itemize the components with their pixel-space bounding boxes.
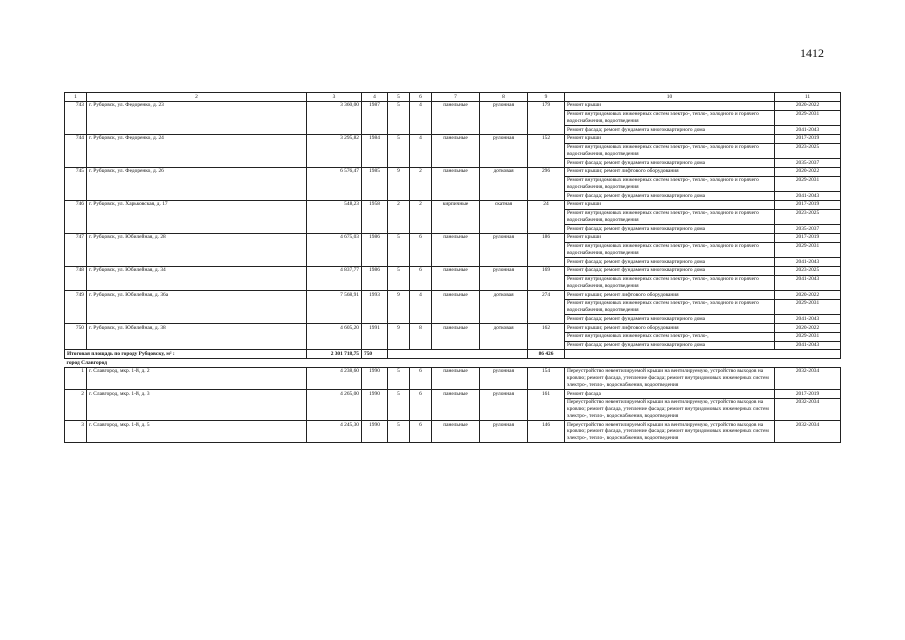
house-address: г. Рубцовск, ул. Федоренко, д. 24 bbox=[87, 134, 307, 167]
house-address: г. Рубцовск, ул. Юбилейная, д. 38 bbox=[87, 324, 307, 350]
table-row bbox=[65, 367, 841, 389]
entrances-count: 6 bbox=[410, 367, 432, 389]
work-period: 2023-2025 bbox=[775, 266, 841, 275]
total-houses: 750 bbox=[362, 350, 388, 359]
work-description: Ремонт внутридомовых инженерных систем электро-, тепло-, холодного и горячего водоснабжения, водоотведения bbox=[565, 299, 775, 315]
row-number: 745 bbox=[65, 167, 87, 200]
roof-type: рулонная bbox=[480, 390, 528, 421]
work-period: 2020-2022 bbox=[775, 167, 841, 176]
entrances-count: 2 bbox=[410, 167, 432, 200]
column-number: 2 bbox=[87, 93, 307, 102]
roof-type: дотковая bbox=[480, 291, 528, 324]
repair-program-table bbox=[64, 92, 841, 443]
house-address: г. Рубцовск, ул. Харьковская, д. 17 bbox=[87, 200, 307, 233]
build-year: 1985 bbox=[362, 167, 388, 200]
floors-count: 5 bbox=[388, 390, 410, 421]
work-description: Ремонт крыши; ремонт лифтового оборудования bbox=[565, 324, 775, 333]
house-address: г. Славгород, мкр. 1-й, д. 5 bbox=[87, 421, 307, 443]
work-period: 2020-2022 bbox=[775, 101, 841, 110]
house-address: г. Рубцовск, ул. Юбилейная, д. 28 bbox=[87, 233, 307, 266]
work-description: Ремонт внутридомовых инженерных систем электро-, тепло-, bbox=[565, 332, 775, 341]
row-number: 743 bbox=[65, 101, 87, 134]
residents-count: 152 bbox=[528, 134, 565, 167]
house-address: г. Славгород, мкр. 1-й, д. 3 bbox=[87, 390, 307, 421]
work-description: Ремонт внутридомовых инженерных систем электро-, тепло-, холодного и горячего водоснабжения, водоотведения bbox=[565, 110, 775, 126]
row-number: 747 bbox=[65, 233, 87, 266]
build-year: 1986 bbox=[362, 233, 388, 266]
work-description: Ремонт фасада; ремонт фундамента многоквартирного дома bbox=[565, 192, 775, 201]
work-description: Ремонт фасада; ремонт фундамента многоквартирного дома bbox=[565, 341, 775, 350]
house-area: 3 360,00 bbox=[307, 101, 362, 134]
residents-count: 162 bbox=[528, 324, 565, 350]
wall-material: панельные bbox=[432, 291, 480, 324]
table-row bbox=[65, 233, 841, 242]
table-row bbox=[65, 134, 841, 143]
house-area: 4 675,03 bbox=[307, 233, 362, 266]
work-period: 2020-2022 bbox=[775, 291, 841, 300]
work-period: 2017-2019 bbox=[775, 200, 841, 209]
roof-type: дотковая bbox=[480, 167, 528, 200]
floors-count: 5 bbox=[388, 101, 410, 134]
row-number: 749 bbox=[65, 291, 87, 324]
work-description: Переустройство невентилируемой крыши на вентилируемую, устройство выходов на кровлю; ремонт фасада, утепление фасада; ремонт внутридомовых инженерных систем электро-, тепло-, водоснабжения, водоотведения bbox=[565, 421, 775, 443]
column-number: 11 bbox=[775, 93, 841, 102]
empty-cell bbox=[388, 350, 528, 359]
work-period: 2035-2037 bbox=[775, 159, 841, 168]
work-description: Ремонт внутридомовых инженерных систем электро-, тепло-, холодного и горячего водоснабжения, водоотведения bbox=[565, 275, 775, 291]
work-period: 2017-2019 bbox=[775, 134, 841, 143]
wall-material: панельные bbox=[432, 101, 480, 134]
column-number: 5 bbox=[388, 93, 410, 102]
total-area: 2 301 718,75 bbox=[307, 350, 362, 359]
work-description: Ремонт крыши bbox=[565, 134, 775, 143]
entrances-count: 6 bbox=[410, 266, 432, 290]
floors-count: 9 bbox=[388, 291, 410, 324]
floors-count: 9 bbox=[388, 324, 410, 350]
table-body bbox=[65, 93, 841, 443]
work-period: 2029-2031 bbox=[775, 299, 841, 315]
house-address: г. Рубцовск, ул. Юбилейная, д. 34 bbox=[87, 266, 307, 290]
work-period: 2029-2031 bbox=[775, 332, 841, 341]
house-area: 4 245,30 bbox=[307, 421, 362, 443]
table-row bbox=[65, 324, 841, 333]
house-address: г. Славгород, мкр. 1-й, д. 2 bbox=[87, 367, 307, 389]
work-description: Ремонт фасада; ремонт фундамента многоквартирного дома bbox=[565, 315, 775, 324]
work-description: Ремонт внутридомовых инженерных систем электро-, тепло-, холодного и горячего водоснабжения, водоотведения bbox=[565, 242, 775, 258]
build-year: 1986 bbox=[362, 266, 388, 290]
build-year: 1990 bbox=[362, 390, 388, 421]
house-address: г. Рубцовск, ул. Федоренко, д. 26 bbox=[87, 167, 307, 200]
column-number: 4 bbox=[362, 93, 388, 102]
house-area: 7 568,91 bbox=[307, 291, 362, 324]
total-label: Итоговая площадь по городу Рубцовску, м² : bbox=[65, 350, 307, 359]
total-row bbox=[65, 350, 841, 359]
row-number: 2 bbox=[65, 390, 87, 421]
work-description: Ремонт фасада; ремонт фундамента многоквартирного дома bbox=[565, 266, 775, 275]
work-period: 2041-2043 bbox=[775, 192, 841, 201]
build-year: 1990 bbox=[362, 367, 388, 389]
table-row bbox=[65, 421, 841, 443]
roof-type: рулонная bbox=[480, 134, 528, 167]
residents-count: 146 bbox=[528, 421, 565, 443]
city-heading-row bbox=[65, 359, 841, 368]
roof-type: рулонная bbox=[480, 421, 528, 443]
column-number: 6 bbox=[410, 93, 432, 102]
column-number: 9 bbox=[528, 93, 565, 102]
house-address: г. Рубцовск, ул. Юбилейная, д. 36а bbox=[87, 291, 307, 324]
total-residents: 86 426 bbox=[528, 350, 565, 359]
city-heading: город Славгород bbox=[65, 359, 841, 368]
entrances-count: 8 bbox=[410, 324, 432, 350]
roof-type: дотковая bbox=[480, 324, 528, 350]
residents-count: 169 bbox=[528, 266, 565, 290]
residents-count: 186 bbox=[528, 233, 565, 266]
work-description: Ремонт внутридомовых инженерных систем электро-, тепло-, холодного и горячего водоснабжения, водоотведения bbox=[565, 176, 775, 192]
work-period: 2035-2037 bbox=[775, 225, 841, 234]
work-description: Ремонт крыши bbox=[565, 200, 775, 209]
roof-type: рулонная bbox=[480, 266, 528, 290]
floors-count: 5 bbox=[388, 134, 410, 167]
work-period: 2017-2019 bbox=[775, 390, 841, 399]
house-address: г. Рубцовск, ул. Федоренко, д. 23 bbox=[87, 101, 307, 134]
column-number: 10 bbox=[565, 93, 775, 102]
work-description: Ремонт крыши bbox=[565, 101, 775, 110]
work-description: Переустройство невентилируемой крыши на вентилируемую, устройство выходов на кровлю; ремонт фасада, утепление фасада; ремонт внутридомовых инженерных систем электро-, тепло-, водоснабжения, водоотведения bbox=[565, 398, 775, 420]
work-period: 2020-2022 bbox=[775, 324, 841, 333]
wall-material: панельные bbox=[432, 390, 480, 421]
work-description: Ремонт фасада; ремонт фундамента многоквартирного дома bbox=[565, 258, 775, 267]
work-description: Ремонт крыши; ремонт лифтового оборудования bbox=[565, 167, 775, 176]
house-area: 4 265,00 bbox=[307, 390, 362, 421]
entrances-count: 4 bbox=[410, 101, 432, 134]
work-description: Ремонт фасада; ремонт фундамента многоквартирного дома bbox=[565, 159, 775, 168]
work-period: 2041-2043 bbox=[775, 341, 841, 350]
build-year: 1991 bbox=[362, 324, 388, 350]
wall-material: панельные bbox=[432, 167, 480, 200]
residents-count: 24 bbox=[528, 200, 565, 233]
work-period: 2023-2025 bbox=[775, 143, 841, 159]
table-row bbox=[65, 291, 841, 300]
column-number-row bbox=[65, 93, 841, 102]
floors-count: 5 bbox=[388, 367, 410, 389]
entrances-count: 4 bbox=[410, 291, 432, 324]
row-number: 3 bbox=[65, 421, 87, 443]
row-number: 744 bbox=[65, 134, 87, 167]
column-number: 1 bbox=[65, 93, 87, 102]
residents-count: 296 bbox=[528, 167, 565, 200]
work-period: 2029-2031 bbox=[775, 176, 841, 192]
house-area: 3 295,82 bbox=[307, 134, 362, 167]
table-row bbox=[65, 266, 841, 275]
wall-material: панельные bbox=[432, 134, 480, 167]
build-year: 1958 bbox=[362, 200, 388, 233]
house-area: 4 238,60 bbox=[307, 367, 362, 389]
table-row bbox=[65, 101, 841, 110]
entrances-count: 6 bbox=[410, 233, 432, 266]
residents-count: 179 bbox=[528, 101, 565, 134]
entrances-count: 6 bbox=[410, 421, 432, 443]
build-year: 1987 bbox=[362, 101, 388, 134]
work-description: Ремонт фасада; ремонт фундамента многоквартирного дома bbox=[565, 225, 775, 234]
build-year: 1984 bbox=[362, 134, 388, 167]
work-description: Ремонт крыши bbox=[565, 233, 775, 242]
wall-material: панельные bbox=[432, 324, 480, 350]
work-period: 2041-2043 bbox=[775, 126, 841, 135]
residents-count: 161 bbox=[528, 390, 565, 421]
house-area: 6 576,47 bbox=[307, 167, 362, 200]
entrances-count: 4 bbox=[410, 134, 432, 167]
floors-count: 2 bbox=[388, 200, 410, 233]
work-period: 2032-2034 bbox=[775, 421, 841, 443]
build-year: 1990 bbox=[362, 421, 388, 443]
entrances-count: 6 bbox=[410, 390, 432, 421]
row-number: 1 bbox=[65, 367, 87, 389]
row-number: 748 bbox=[65, 266, 87, 290]
floors-count: 5 bbox=[388, 233, 410, 266]
residents-count: 274 bbox=[528, 291, 565, 324]
floors-count: 5 bbox=[388, 421, 410, 443]
floors-count: 9 bbox=[388, 167, 410, 200]
work-period: 2032-2034 bbox=[775, 367, 841, 389]
wall-material: панельные bbox=[432, 367, 480, 389]
roof-type: скатная bbox=[480, 200, 528, 233]
work-description: Переустройство невентилируемой крыши на вентилируемую, устройство выходов на кровлю; ремонт фасада, утепление фасада; ремонт внутридомовых инженерных систем электро-, тепло-, водоснабжения, водоотведения bbox=[565, 367, 775, 389]
work-description: Ремонт внутридомовых инженерных систем электро-, тепло-, холодного и горячего водоснабжения, водоотведения bbox=[565, 209, 775, 225]
empty-cell bbox=[565, 350, 841, 359]
table-row bbox=[65, 200, 841, 209]
column-number: 7 bbox=[432, 93, 480, 102]
column-number: 3 bbox=[307, 93, 362, 102]
work-description: Ремонт внутридомовых инженерных систем электро-, тепло-, холодного и горячего водоснабжения, водоотведения bbox=[565, 143, 775, 159]
roof-type: рулонная bbox=[480, 367, 528, 389]
wall-material: кирпичные bbox=[432, 200, 480, 233]
row-number: 746 bbox=[65, 200, 87, 233]
work-period: 2017-2019 bbox=[775, 233, 841, 242]
house-area: 4 605,20 bbox=[307, 324, 362, 350]
wall-material: панельные bbox=[432, 233, 480, 266]
table-row bbox=[65, 390, 841, 399]
work-period: 2023-2025 bbox=[775, 209, 841, 225]
work-period: 2041-2043 bbox=[775, 315, 841, 324]
build-year: 1993 bbox=[362, 291, 388, 324]
table-row bbox=[65, 167, 841, 176]
house-area: 4 837,77 bbox=[307, 266, 362, 290]
roof-type: рулонная bbox=[480, 101, 528, 134]
page-number: 1412 bbox=[800, 46, 824, 60]
wall-material: панельные bbox=[432, 266, 480, 290]
work-period: 2041-2043 bbox=[775, 275, 841, 291]
floors-count: 5 bbox=[388, 266, 410, 290]
work-description: Ремонт крыши; ремонт лифтового оборудования bbox=[565, 291, 775, 300]
column-number: 8 bbox=[480, 93, 528, 102]
house-area: 548,23 bbox=[307, 200, 362, 233]
work-period: 2029-2031 bbox=[775, 110, 841, 126]
wall-material: панельные bbox=[432, 421, 480, 443]
work-period: 2029-2031 bbox=[775, 242, 841, 258]
row-number: 750 bbox=[65, 324, 87, 350]
work-description: Ремонт фасада bbox=[565, 390, 775, 399]
roof-type: рулонная bbox=[480, 233, 528, 266]
residents-count: 154 bbox=[528, 367, 565, 389]
work-description: Ремонт фасада; ремонт фундамента многоквартирного дома bbox=[565, 126, 775, 135]
work-period: 2041-2043 bbox=[775, 258, 841, 267]
entrances-count: 2 bbox=[410, 200, 432, 233]
work-period: 2032-2034 bbox=[775, 398, 841, 420]
